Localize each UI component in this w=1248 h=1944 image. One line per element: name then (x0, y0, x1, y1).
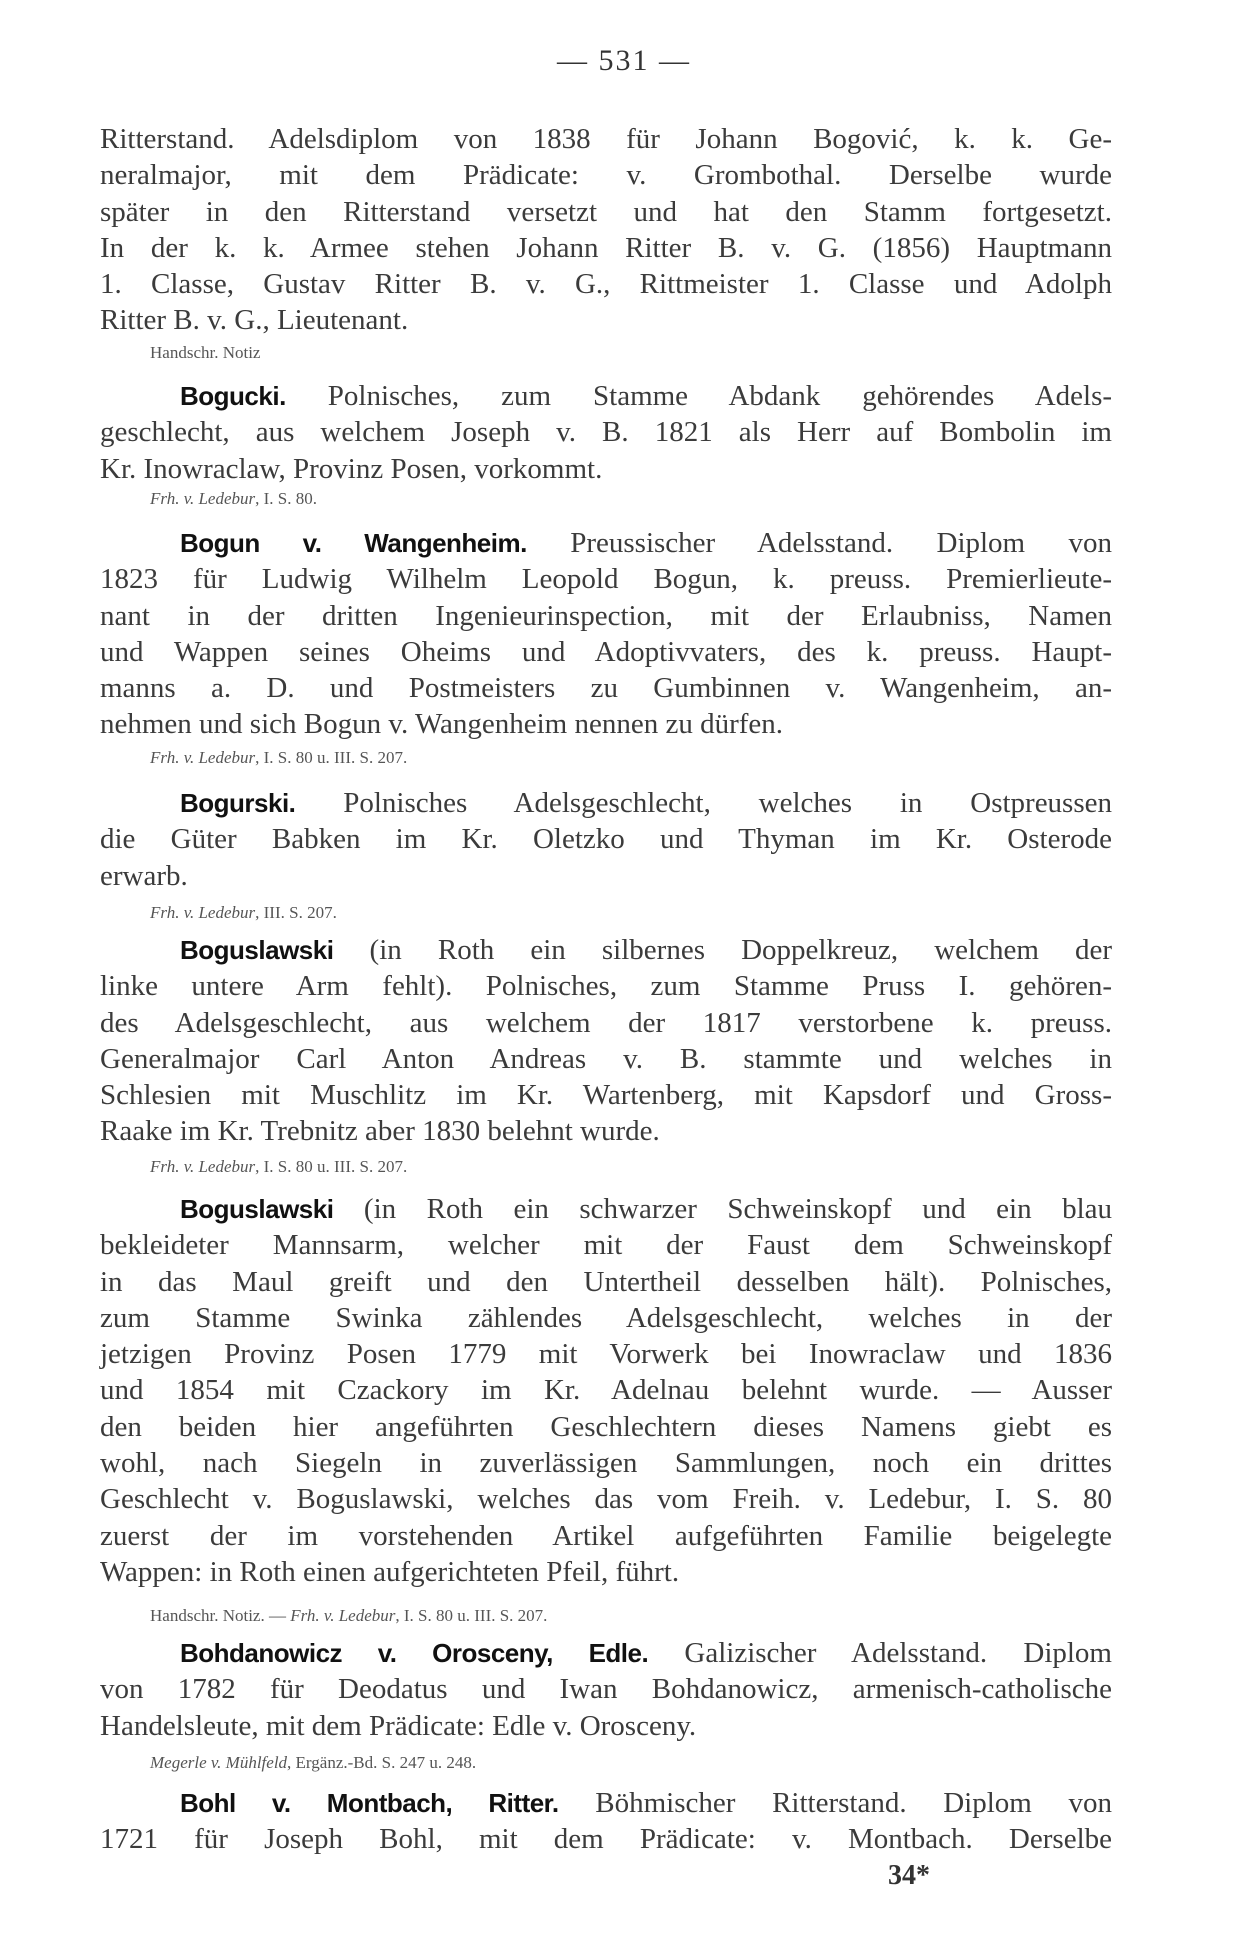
entry-heading: Bogurski. (180, 788, 296, 818)
text-line (100, 1041, 1112, 1077)
line-text: 1823 für Ludwig Wilhelm Leopold Bogun, k. preuss. Premierlieute- (100, 563, 1112, 596)
line-text: von 1782 für Deodatus und Iwan Bohdanowicz, armenisch-catholische (100, 1673, 1112, 1706)
note-author: Frh. v. Ledebur (150, 748, 256, 767)
line-text: zuerst der im vorstehenden Artikel aufgeführten Familie beigelegte (100, 1519, 1112, 1552)
line-text: Preussischer Adelsstand. Diplom von (570, 527, 1113, 559)
source-note (150, 1753, 476, 1773)
entry-bogurski (100, 785, 1112, 894)
source-note (150, 343, 260, 363)
text-line (100, 1191, 1112, 1227)
text-line (100, 821, 1112, 857)
entry-heading: Bohl v. Montbach, Ritter. (180, 1788, 559, 1818)
text-line (100, 561, 1112, 597)
line-text: Handelsleute, mit dem Prädicate: Edle v. Orosceny. (100, 1709, 697, 1742)
line-text: des Adelsgeschlecht, aus welchem der 1817 verstorbene k. preuss. (100, 1006, 1112, 1039)
line-text: Schlesien mit Muschlitz im Kr. Wartenberg, mit Kapsdorf und Gross- (100, 1079, 1112, 1112)
source-note (150, 748, 407, 768)
entry-heading: Bogun v. Wangenheim. (180, 528, 527, 558)
line-text: Raake im Kr. Trebnitz aber 1830 belehnt wurde. (100, 1115, 660, 1148)
text-line (100, 121, 1112, 157)
note-text: Handschr. Notiz. — (150, 1606, 291, 1625)
text-line (100, 598, 1112, 634)
entry-bohdanowicz (100, 1635, 1112, 1744)
text-line (100, 1635, 1112, 1671)
line-text: manns a. D. und Postmeisters zu Gumbinnen v. Wangenheim, an- (100, 672, 1112, 705)
line-text: (in Roth ein silbernes Doppelkreuz, welchem der (369, 934, 1113, 966)
text-line (100, 1785, 1112, 1821)
note-text: , Ergänz.-Bd. S. 247 u. 248. (287, 1753, 477, 1772)
line-text: Generalmajor Carl Anton Andreas v. B. stammte und welches in (100, 1042, 1112, 1075)
line-text: nehmen und sich Bogun v. Wangenheim nennen zu dürfen. (100, 708, 784, 741)
line-text: neralmajor, mit dem Prädicate: v. Grombothal. Derselbe wurde (100, 159, 1112, 192)
entry-bogucki (100, 378, 1112, 487)
text-line (100, 785, 1112, 821)
text-line (100, 1518, 1112, 1554)
line-text: erwarb. (100, 859, 188, 892)
entry-bogun-v-wangenheim (100, 525, 1112, 743)
line-text: Galizischer Adelsstand. Diplom (684, 1637, 1112, 1669)
line-text: (in Roth ein schwarzer Schweinskopf und ein blau (363, 1193, 1113, 1225)
text-line (100, 1005, 1112, 1041)
text-line (100, 302, 1112, 338)
line-text: 1. Classe, Gustav Ritter B. v. G., Rittmeister 1. Classe und Adolph (100, 268, 1112, 301)
text-line (100, 1821, 1112, 1857)
signature-mark: 34* (888, 1860, 930, 1891)
entry-boguslawski-1 (100, 932, 1112, 1150)
entry-heading: Boguslawski (180, 1194, 334, 1224)
note-author: Frh. v. Ledebur (150, 903, 256, 922)
text-line (100, 1300, 1112, 1336)
text-line (100, 1554, 1112, 1590)
line-text: geschlecht, aus welchem Joseph v. B. 1821 als Herr auf Bombolin im (100, 416, 1112, 449)
text-line (100, 1077, 1112, 1113)
note-text: , III. S. 207. (255, 903, 337, 922)
line-text: und Wappen seines Oheims und Adoptivvaters, des k. preuss. Haupt- (100, 635, 1112, 668)
entry-heading: Bohdanowicz v. Orosceny, Edle. (180, 1638, 649, 1668)
line-text: Ritterstand. Adelsdiplom von 1838 für Johann Bogović, k. k. Ge- (100, 123, 1112, 155)
text-line (100, 706, 1112, 742)
line-text: die Güter Babken im Kr. Oletzko und Thyman im Kr. Osterode (100, 823, 1112, 856)
line-text: den beiden hier angeführten Geschlechtern dieses Namens giebt es (100, 1410, 1112, 1443)
line-text: Wappen: in Roth einen aufgerichteten Pfeil, führt. (100, 1555, 680, 1588)
note-text: , I. S. 80. (255, 489, 318, 508)
text-line (100, 1113, 1112, 1149)
text-line (100, 1264, 1112, 1300)
text-line (100, 1445, 1112, 1481)
line-text: und 1854 mit Czackory im Kr. Adelnau belehnt wurde. — Ausser (100, 1374, 1112, 1407)
line-text: bekleideter Mannsarm, welcher mit der Faust dem Schweinskopf (100, 1229, 1112, 1262)
note-text: , I. S. 80 u. III. S. 207. (395, 1606, 548, 1625)
text-line (100, 1372, 1112, 1408)
text-line (100, 1671, 1112, 1707)
note-author: Frh. v. Ledebur (290, 1606, 396, 1625)
entry-heading: Boguslawski (180, 935, 334, 965)
line-text: Polnisches, zum Stamme Abdank gehörendes Adels- (327, 380, 1113, 412)
line-text: Ritter B. v. G., Lieutenant. (100, 304, 409, 337)
note-text: , I. S. 80 u. III. S. 207. (255, 1157, 408, 1176)
note-author: Frh. v. Ledebur (150, 1157, 256, 1176)
note-text: Handschr. Notiz (150, 343, 261, 362)
line-text: wohl, nach Siegeln in zuverlässigen Sammlungen, noch ein drittes (100, 1447, 1112, 1480)
text-line (100, 414, 1112, 450)
line-text: Böhmischer Ritterstand. Diplom von (595, 1787, 1113, 1819)
source-note (150, 1606, 547, 1626)
text-line (100, 1409, 1112, 1445)
line-text: Polnisches Adelsgeschlecht, welches in Ostpreussen (343, 787, 1113, 819)
line-text: Geschlecht v. Boguslawski, welches das vom Freih. v. Ledebur, I. S. 80 (100, 1483, 1112, 1516)
entry-boguslawski-2 (100, 1191, 1112, 1590)
entry-bohl-v-montbach (100, 1785, 1112, 1858)
line-text: in das Maul greift und den Untertheil desselben hält). Polnisches, (100, 1265, 1112, 1298)
note-author: Megerle v. Mühlfeld (150, 1753, 288, 1772)
source-note (150, 489, 317, 509)
source-note (150, 903, 337, 923)
entry-heading: Bogucki. (180, 381, 286, 411)
line-text: später in den Ritterstand versetzt und hat den Stamm fortgesetzt. (100, 195, 1112, 228)
line-text: 1721 für Joseph Bohl, mit dem Prädicate: v. Montbach. Derselbe (100, 1823, 1112, 1856)
page-number: — 531 — (557, 44, 691, 77)
line-text: linke untere Arm fehlt). Polnisches, zum Stamme Pruss I. gehören- (100, 970, 1112, 1003)
entry-continuation (100, 121, 1112, 339)
text-line (100, 230, 1112, 266)
line-text: nant in der dritten Ingenieurinspection, mit der Erlaubniss, Namen (100, 599, 1112, 632)
text-line (100, 157, 1112, 193)
line-text: jetzigen Provinz Posen 1779 mit Vorwerk bei Inowraclaw und 1836 (100, 1338, 1112, 1371)
line-text: In der k. k. Armee stehen Johann Ritter B. v. G. (1856) Hauptmann (100, 231, 1112, 264)
text-line (100, 266, 1112, 302)
text-line (100, 451, 1112, 487)
text-line (100, 968, 1112, 1004)
text-line (100, 194, 1112, 230)
source-note (150, 1157, 407, 1177)
text-line (100, 1481, 1112, 1517)
text-line (100, 670, 1112, 706)
note-author: Frh. v. Ledebur (150, 489, 256, 508)
text-line (100, 932, 1112, 968)
text-line (100, 634, 1112, 670)
text-line (100, 858, 1112, 894)
note-text: , I. S. 80 u. III. S. 207. (255, 748, 408, 767)
text-line (100, 378, 1112, 414)
text-line (100, 1227, 1112, 1263)
line-text: zum Stamme Swinka zählendes Adelsgeschlecht, welches in der (100, 1301, 1112, 1334)
text-line (100, 1336, 1112, 1372)
text-line (100, 525, 1112, 561)
line-text: Kr. Inowraclaw, Provinz Posen, vorkommt. (100, 452, 603, 485)
text-line (100, 1708, 1112, 1744)
